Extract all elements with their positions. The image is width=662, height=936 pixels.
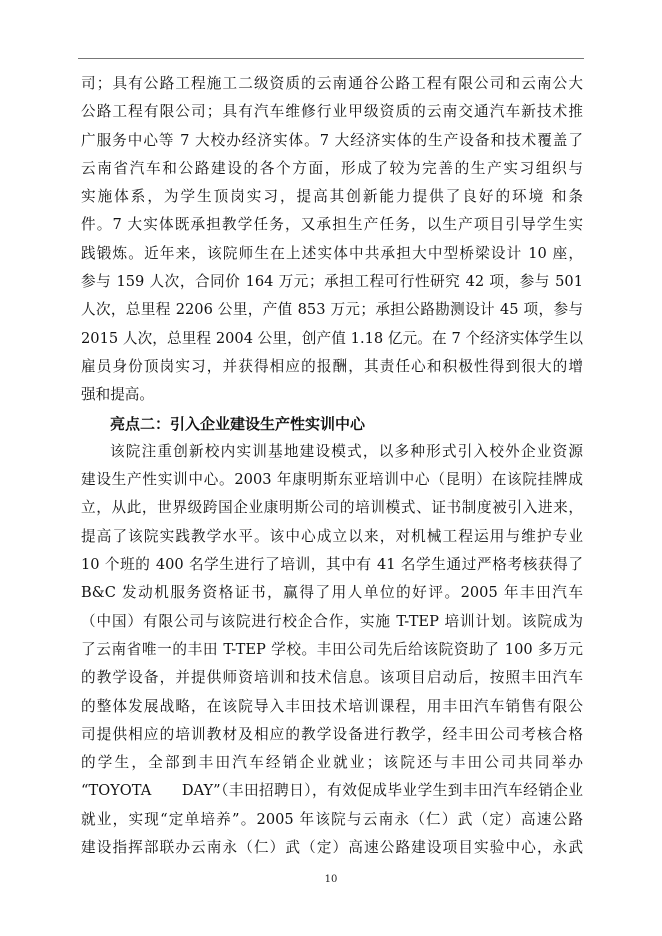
text-line: 就业，实现“定单培养”。2005 年该院与云南永（仁）武（定）高速公路	[81, 810, 583, 828]
text-line: 司提供相应的培训教材及相应的教学设备进行教学，经丰田公司考核合格	[81, 725, 583, 743]
text-line: 的教学设备，并提供师资培训和技术信息。该项目启动后，按照丰田汽车	[81, 669, 583, 687]
text-line: 提高了该院实践教学水平。该中心成立以来，对机械工程运用与维护专业	[81, 527, 583, 545]
text-line: B&C 发动机服务资格证书，赢得了用人单位的好评。2005 年丰田汽车	[81, 584, 583, 602]
paragraph-1	[81, 70, 583, 410]
document-body	[81, 70, 583, 862]
text-line: 件。7 大实体既承担教学任务，又承担生产任务，以生产项目引导学生实	[81, 216, 583, 234]
text-line: 2015 人次，总里程 2004 公里，创产值 1.18 亿元。在 7 个经济实体学生以	[81, 329, 583, 347]
text-line: 的整体发展战略，在该院导入丰田技术培训课程，用丰田汽车销售有限公	[81, 697, 583, 715]
text-line: “TOYOTA DAY”（丰田招聘日），有效促成毕业学生到丰田汽车经销企业	[81, 782, 583, 800]
header-rule	[78, 58, 584, 59]
text-line: 践锻炼。近年来，该院师生在上述实体中共承担大中型桥梁设计 10 座，	[81, 244, 583, 262]
text-line: 人次，总里程 2206 公里，产值 853 万元；承担公路勘测设计 45 项，参与	[81, 301, 583, 319]
text-line: 的学生，全部到丰田汽车经销企业就业；该院还与丰田公司共同举办	[81, 754, 583, 772]
text-line: （中国）有限公司与该院进行校企合作，实施 T-TEP 培训计划。该院成为	[81, 612, 583, 630]
page-number: 10	[324, 874, 338, 885]
text-line: 雇员身份顶岗实习，并获得相应的报酬，其责任心和积极性得到很大的增	[81, 357, 583, 375]
text-line: 建设生产性实训中心。2003 年康明斯东亚培训中心（昆明）在该院挂牌成	[81, 471, 583, 489]
text-line: 建设指挥部联办云南永（仁）武（定）高速公路建设项目实验中心，永武	[81, 839, 583, 857]
text-line: 参与 159 人次，合同价 164 万元；承担工程可行性研究 42 项，参与 501	[81, 273, 583, 291]
text-line: 10 个班的 400 名学生进行了培训，其中有 41 名学生通过严格考核获得了	[81, 556, 583, 574]
section-heading: 亮点二：引入企业建设生产性实训中心	[110, 414, 366, 433]
text-line: 强和提高。	[81, 386, 154, 404]
text-line: 广服务中心等 7 大校办经济实体。7 大经济实体的生产设备和技术覆盖了	[81, 131, 583, 149]
text-line: 云南省汽车和公路建设的各个方面，形成了较为完善的生产实习组织与	[81, 159, 583, 177]
text-line: 公路工程有限公司；具有汽车维修行业甲级资质的云南交通汽车新技术推	[81, 103, 583, 121]
text-line: 了云南省唯一的丰田 T-TEP 学校。丰田公司先后给该院资助了 100 多万元	[81, 640, 583, 658]
text-line: 该院注重创新校内实训基地建设模式，以多种形式引入校外企业资源	[110, 442, 583, 460]
text-line: 立，从此，世界级跨国企业康明斯公司的培训模式、证书制度被引入进来，	[81, 499, 583, 517]
paragraph-2	[81, 438, 583, 862]
text-line: 实施体系，为学生顶岗实习，提高其创新能力提供了良好的环境 和条	[81, 188, 583, 206]
text-line: 司；具有公路工程施工二级资质的云南通谷公路工程有限公司和云南公大	[81, 75, 583, 92]
